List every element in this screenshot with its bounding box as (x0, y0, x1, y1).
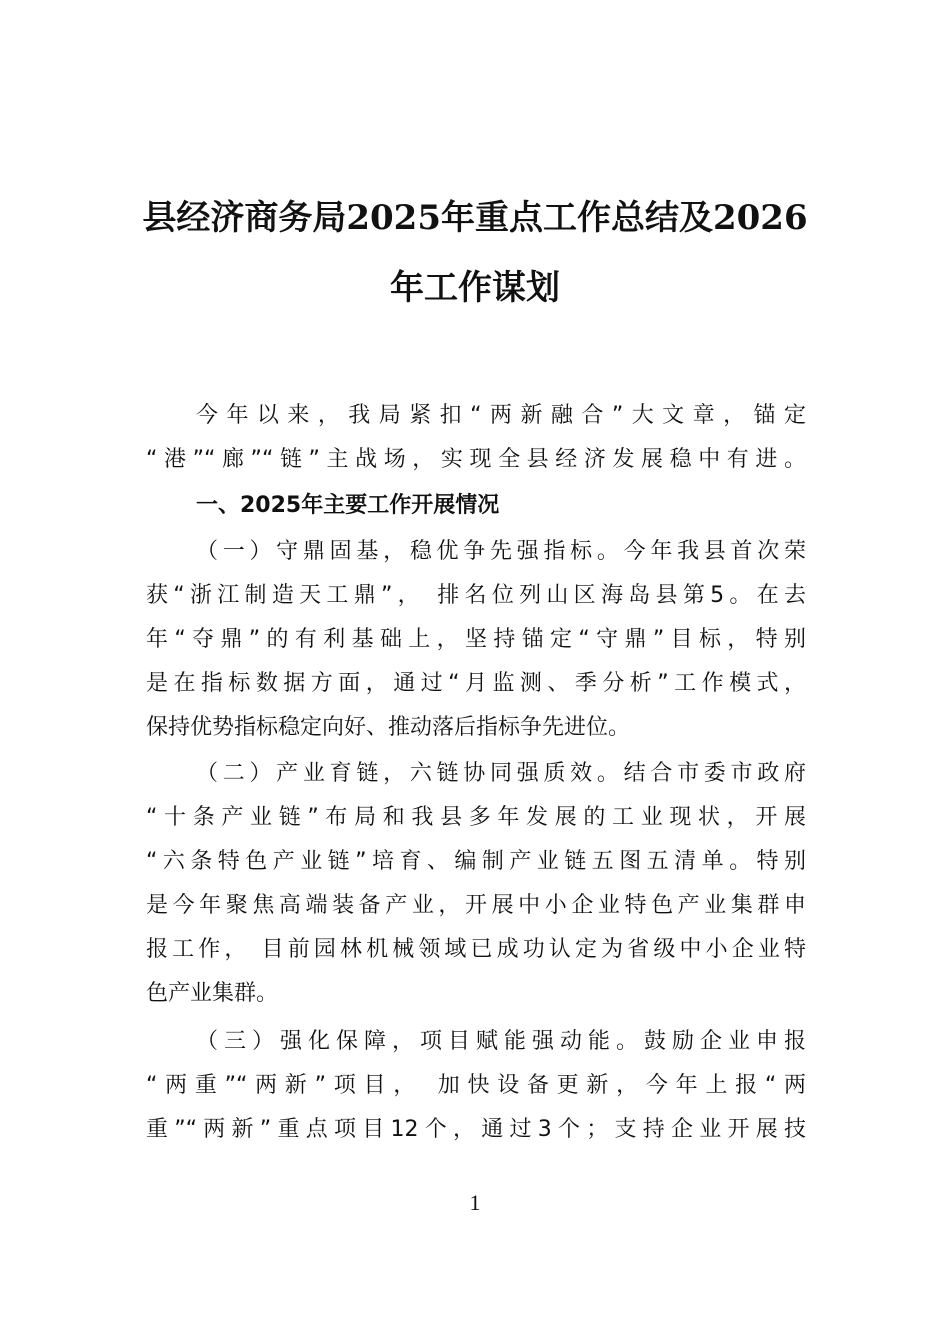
document-title-line-1: 县经济商务局2025年重点工作总结及2026 (142, 198, 808, 238)
paragraph-line: 重”“两新”重点项目12个，通过3个；支持企业开展技 (146, 1117, 806, 1142)
paragraph-line: 报工作， 目前园林机械领域已成功认定为省级中小企业特 (146, 937, 806, 962)
paragraph-line: 获“浙江制造天工鼎”， 排名位列山区海岛县第5。在去 (146, 583, 806, 608)
page-number: 1 (469, 1190, 481, 1215)
section-heading: 一、2025年主要工作开展情况 (196, 493, 500, 518)
paragraph-line: 保持优势指标稳定向好、推动落后指标争先进位。 (146, 715, 631, 740)
paragraph-line: 今年以来，我局紧扣“两新融合”大文章，锚定 (196, 403, 806, 428)
paragraph-line: 是在指标数据方面，通过“月监测、季分析”工作模式， (146, 671, 806, 696)
paragraph-line: “十条产业链”布局和我县多年发展的工业现状，开展 (146, 805, 806, 830)
paragraph-line: “两重”“两新”项目， 加快设备更新，今年上报“两 (146, 1073, 806, 1098)
document-title-line-2: 年工作谋划 (390, 268, 560, 308)
paragraph-line: （三）强化保障，项目赋能强动能。鼓励企业申报 (196, 1029, 806, 1054)
paragraph-line: （一）守鼎固基，稳优争先强指标。今年我县首次荣 (196, 539, 806, 564)
paragraph-line: （二）产业育链，六链协同强质效。结合市委市政府 (196, 761, 806, 786)
paragraph-line: 是今年聚焦高端装备产业，开展中小企业特色产业集群申 (146, 893, 806, 918)
paragraph-line: “港”“廊”“链”主战场，实现全县经济发展稳中有进。 (146, 447, 806, 472)
paragraph-line: “六条特色产业链”培育、编制产业链五图五清单。特别 (146, 849, 806, 874)
paragraph-line: 色产业集群。 (146, 981, 279, 1006)
paragraph-line: 年“夺鼎”的有利基础上，坚持锚定“守鼎”目标，特别 (146, 627, 806, 652)
